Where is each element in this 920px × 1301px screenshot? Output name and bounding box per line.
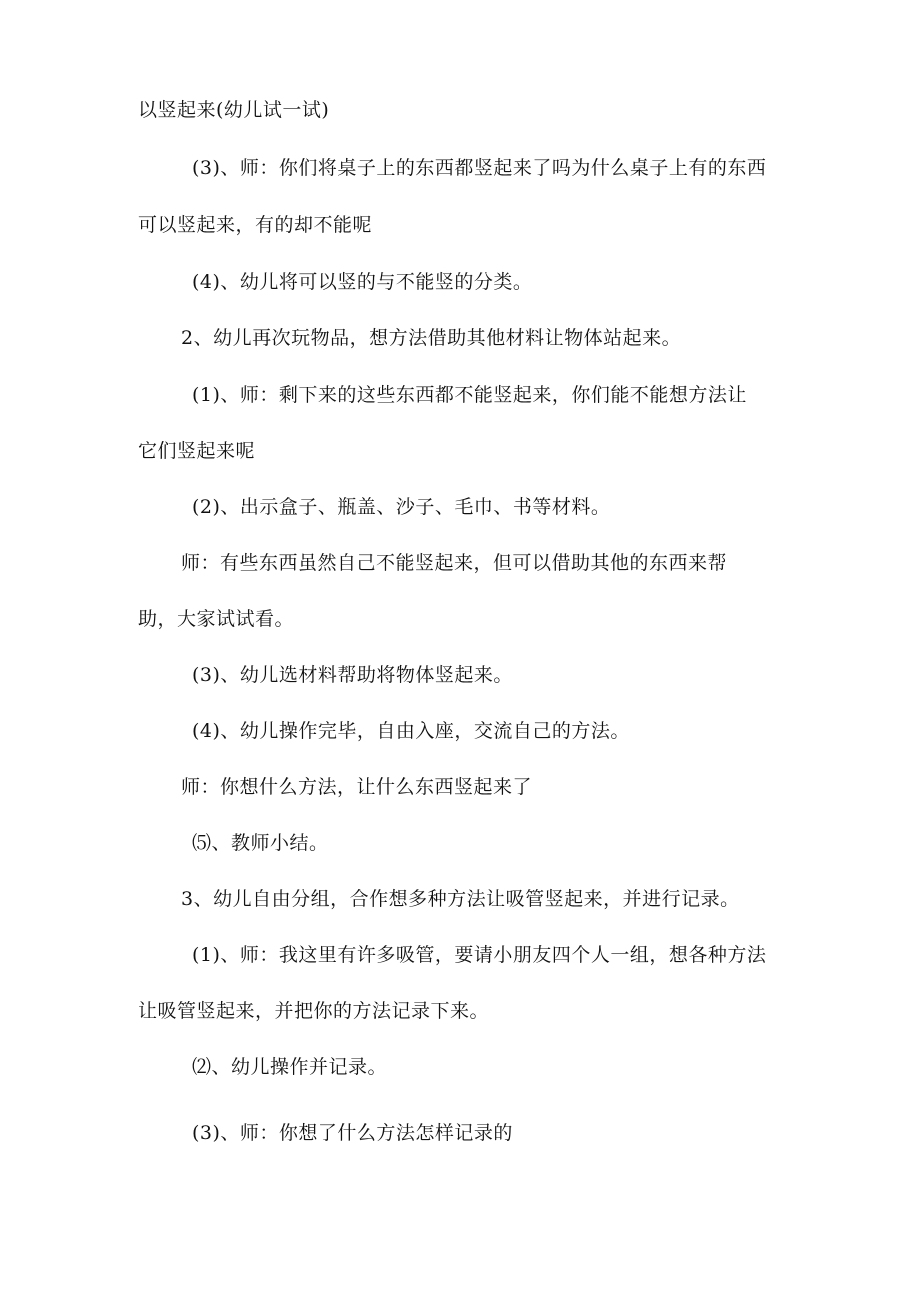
text-line-2: (3)、师：你们将桌子上的东西都竖起来了吗为什么桌子上有的东西 bbox=[192, 157, 767, 179]
text-line-4: (4)、幼儿将可以竖的与不能竖的分类。 bbox=[192, 271, 533, 293]
text-line-15: 3、幼儿自由分组，合作想多种方法让吸管竖起来，并进行记录。 bbox=[181, 888, 740, 910]
text-line-16: (1)、师：我这里有许多吸管，要请小朋友四个人一组，想各种方法 bbox=[192, 944, 767, 966]
text-line-7: 它们竖起来呢 bbox=[138, 440, 256, 462]
text-line-6: (1)、师：剩下来的这些东西都不能竖起来，你们能不能想方法让 bbox=[192, 384, 747, 406]
text-line-8: (2)、出示盒子、瓶盖、沙子、毛巾、书等材料。 bbox=[192, 496, 611, 518]
text-line-12: (4)、幼儿操作完毕，自由入座，交流自己的方法。 bbox=[192, 720, 630, 742]
text-line-1: 以竖起来(幼儿试一试) bbox=[138, 99, 330, 121]
text-line-13: 师：你想什么方法，让什么东西竖起来了 bbox=[181, 776, 533, 798]
text-line-11: (3)、幼儿选材料帮助将物体竖起来。 bbox=[192, 664, 513, 686]
text-line-10: 助，大家试试看。 bbox=[138, 608, 295, 630]
text-line-19: (3)、师：你想了什么方法怎样记录的 bbox=[192, 1122, 513, 1144]
text-line-17: 让吸管竖起来，并把你的方法记录下来。 bbox=[138, 1000, 490, 1022]
text-line-14: ⑸、教师小结。 bbox=[192, 832, 329, 854]
text-line-3: 可以竖起来，有的却不能呢 bbox=[138, 214, 373, 236]
text-line-9: 师：有些东西虽然自己不能竖起来，但可以借助其他的东西来帮 bbox=[181, 552, 728, 574]
text-line-5: 2、幼儿再次玩物品，想方法借助其他材料让物体站起来。 bbox=[181, 327, 682, 349]
text-line-18: ⑵、幼儿操作并记录。 bbox=[192, 1056, 388, 1078]
